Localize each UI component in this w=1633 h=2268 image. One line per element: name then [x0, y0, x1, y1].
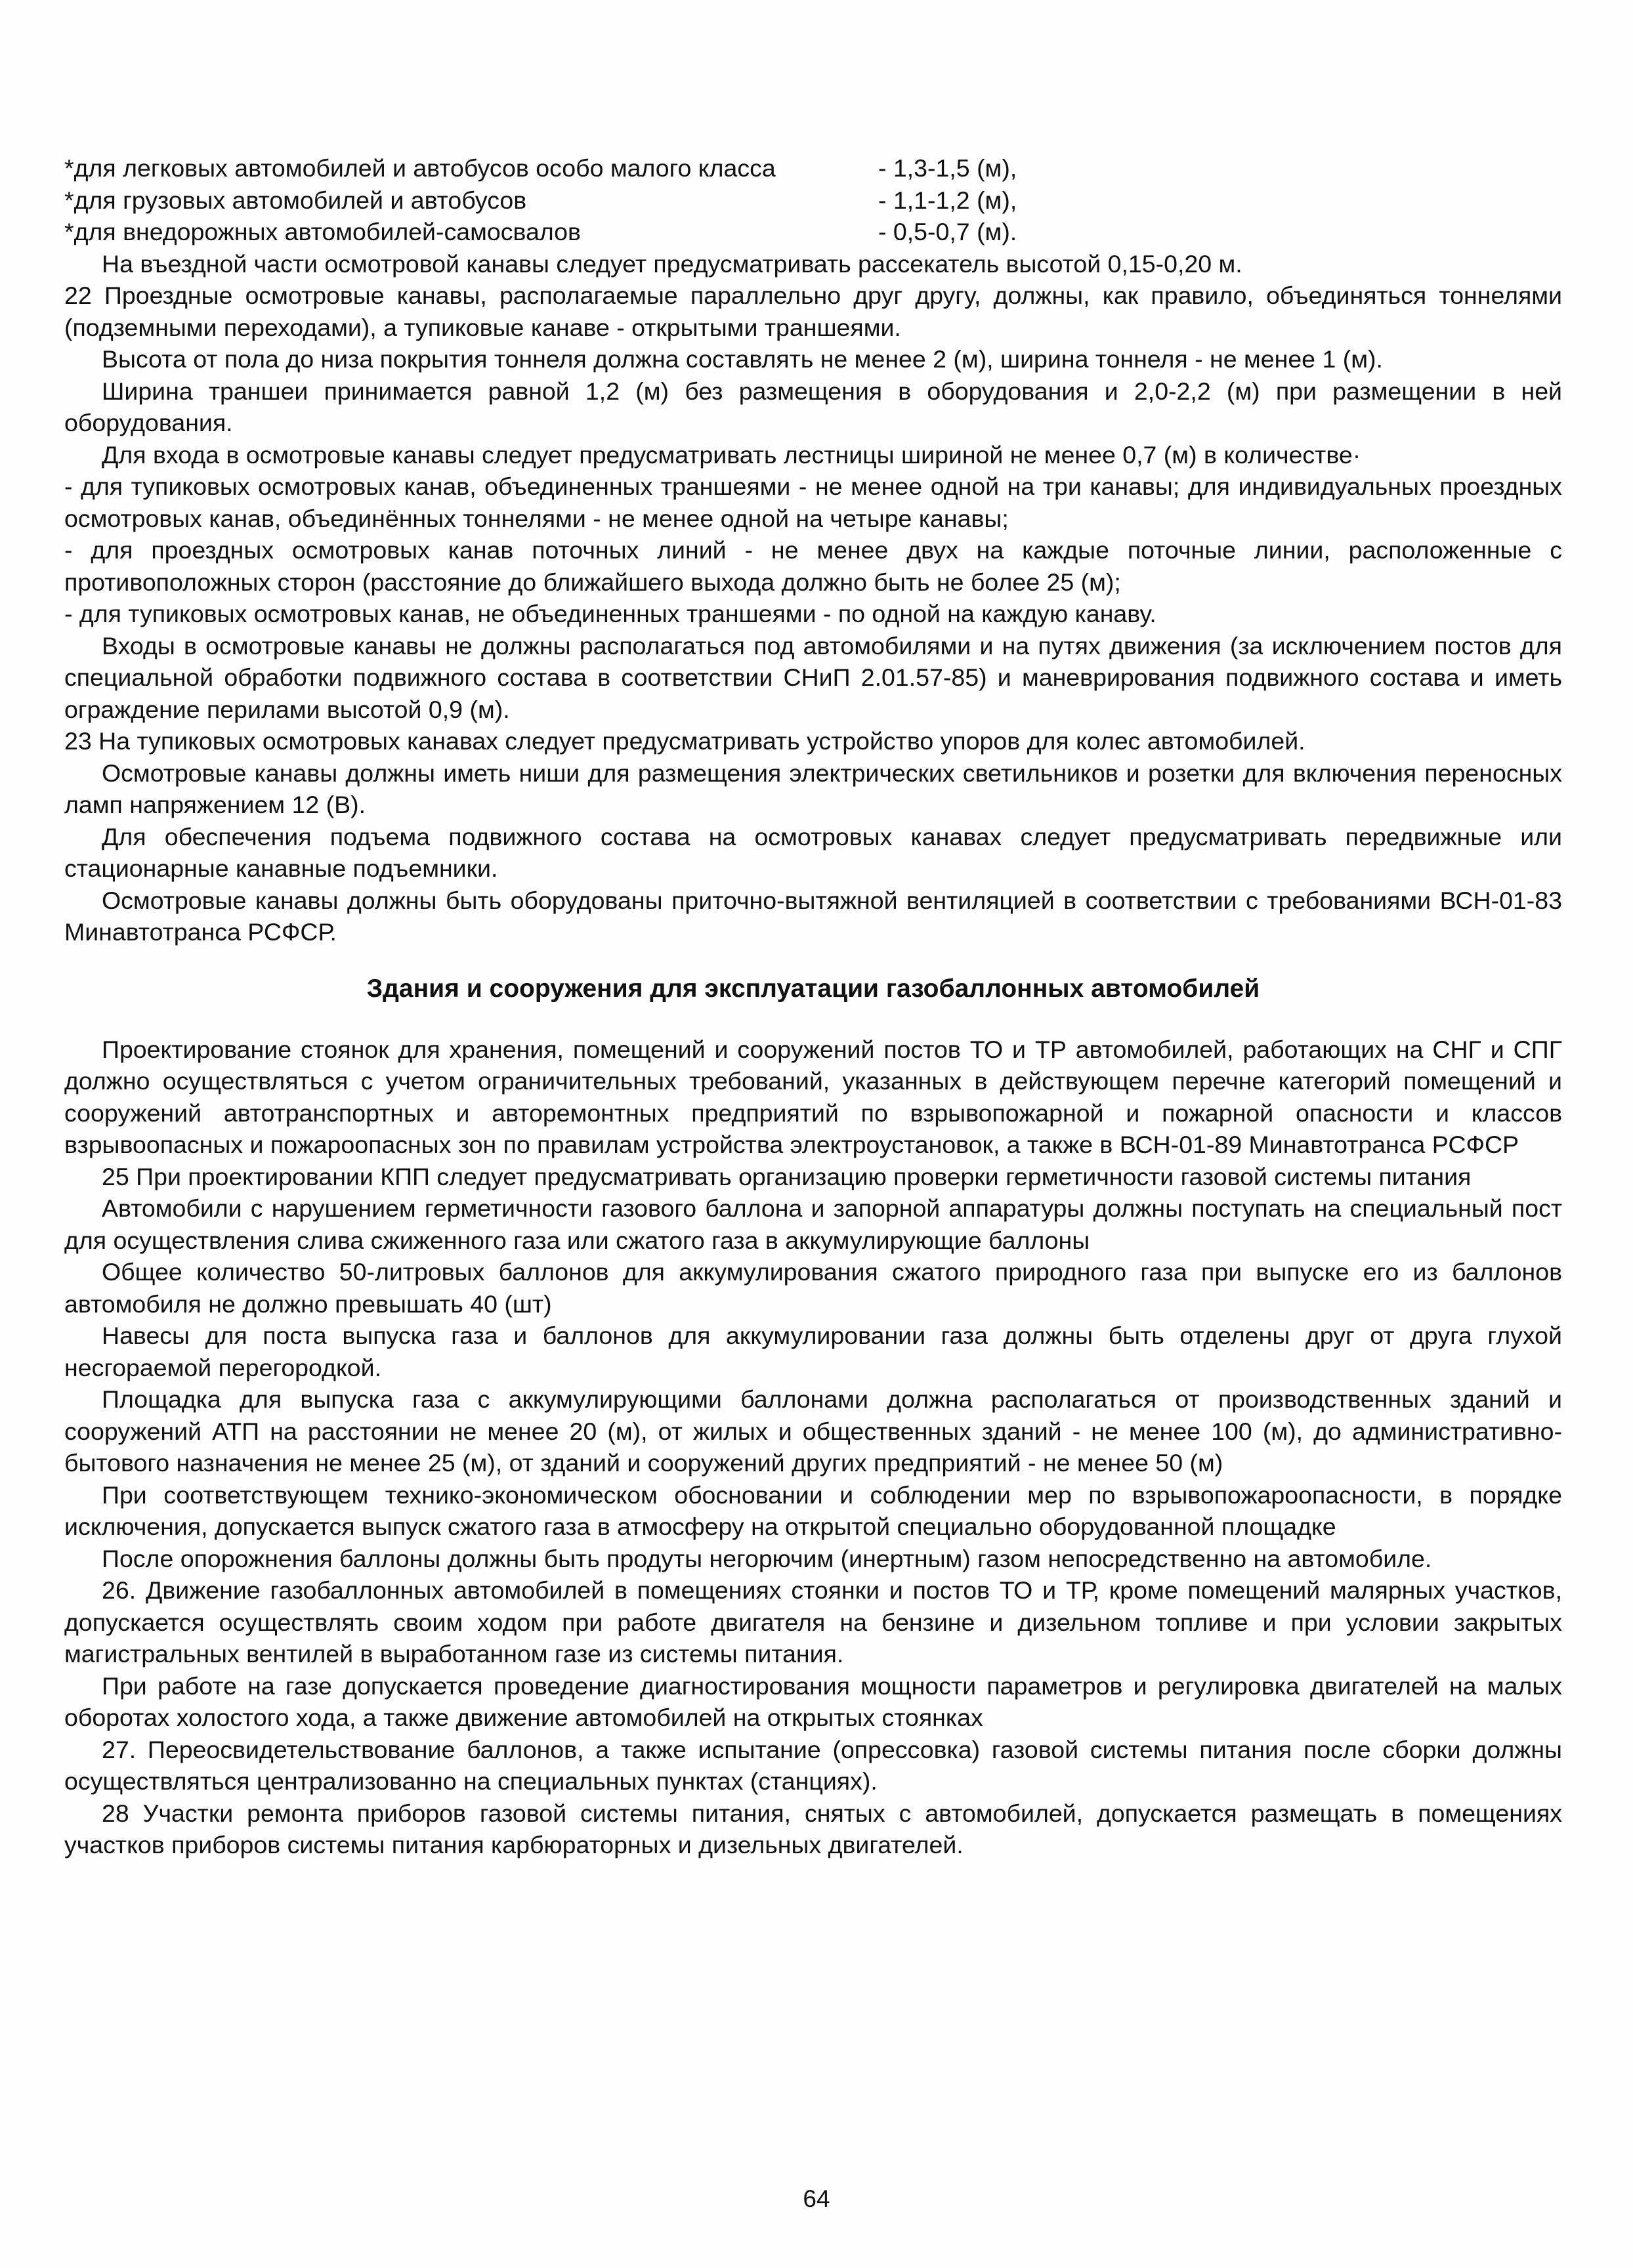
paragraph: 22 Проездные осмотровые канавы, располагаемые параллельно друг другу, должны, как правило, объединяться тоннелями (подземными переходами), а тупиковые канаве - открытыми траншеями. — [64, 282, 1562, 341]
paragraph: 26. Движение газобаллонных автомобилей в помещениях стоянки и постов ТО и ТР, кроме помещений малярных участков, допускается осуществлять своим ходом при работе двигателя на бензине и дизельном топливе и при условии закрытых магистральных вентилей в выработанном газе из системы питания. — [64, 1576, 1562, 1668]
paragraph: 25 При проектировании КПП следует предусматривать организацию проверки герметичности газовой системы питания — [102, 1162, 1472, 1190]
paragraph: 27. Переосвидетельствование баллонов, а также испытание (опрессовка) газовой системы питания после сборки должны осуществляться централизованно на специальных пунктах (станциях). — [64, 1735, 1562, 1795]
paragraph: 28 Участки ремонта приборов газовой системы питания, снятых с автомобилей, допускается размещать в помещениях участков приборов системы питания карбюраторных и дизельных двигателей. — [64, 1799, 1562, 1858]
paragraph: Для обеспечения подъема подвижного состава на осмотровых канавах следует предусматривать передвижные или стационарные канавные подъемники. — [64, 822, 1562, 882]
list-item-label: *для легковых автомобилей и автобусов особо малого класса — [64, 154, 776, 182]
list-item-value: - 0,5-0,7 (м). — [878, 218, 1017, 245]
paragraph: - для тупиковых осмотровых канав, не объединенных траншеями - по одной на каждую канаву. — [64, 600, 1156, 627]
list-item-label: *для внедорожных автомобилей-самосвалов — [64, 218, 581, 245]
list-item-label: *для грузовых автомобилей и автобусов — [64, 186, 527, 214]
paragraph: При соответствующем технико-экономическом обосновании и соблюдении мер по взрывопожароопасности, в порядке исключения, допускается выпуск сжатого газа в атмосферу на открытой специально оборудованной площадке — [64, 1480, 1562, 1540]
list-item — [64, 216, 1562, 248]
paragraph: - для тупиковых осмотровых канав, объединенных траншеями - не менее одной на три канавы; для индивидуальных проездных осмотровых канав, объединённых тоннелями - не менее одной на четыре канавы; — [64, 472, 1562, 532]
paragraph: Высота от пола до низа покрытия тоннеля должна составлять не менее 2 (м), ширина тоннеля - не менее 1 (м). — [102, 345, 1383, 373]
paragraph: Для входа в осмотровые канавы следует предусматривать лестницы шириной не менее 0,7 (м) в количестве· — [102, 440, 1361, 469]
paragraph: 23 На тупиковых осмотровых канавах следует предусматривать устройство упоров для колес автомобилей. — [64, 727, 1305, 755]
paragraph: После опорожнения баллоны должны быть продуты негорючим (инертным) газом непосредственно на автомобиле. — [102, 1544, 1432, 1572]
paragraph: - для проездных осмотровых канав поточных линий - не менее двух на каждые поточные линии, расположенные с противоположных сторон (расстояние до ближайшего выхода должно быть не более 25 (м); — [64, 536, 1562, 596]
list-item — [64, 152, 1562, 184]
page-number: 64 — [803, 2185, 830, 2212]
paragraph: Автомобили с нарушением герметичности газового баллона и запорной аппаратуры должны поступать на специальный пост для осуществления слива сжиженного газа или сжатого газа в аккумулирующие баллоны — [64, 1194, 1562, 1254]
page-content — [64, 152, 1562, 1861]
list-item — [64, 184, 1562, 217]
paragraph: При работе на газе допускается проведение диагностирования мощности параметров и регулировка двигателей на малых оборотах холостого хода, а также движение автомобилей на открытых стоянках — [64, 1671, 1562, 1731]
paragraph: Входы в осмотровые канавы не должны располагаться под автомобилями и на путях движения (за исключением постов для специальной обработки подвижного состава в соответствии СНиП 2.01.57-85) и маневрирования подвижного состава и иметь ограждение перилами высотой 0,9 (м). — [64, 631, 1562, 723]
paragraph: Осмотровые канавы должны иметь ниши для размещения электрических светильников и розетки для включения переносных ламп напряжением 12 (В). — [64, 759, 1562, 818]
paragraph: Общее количество 50-литровых баллонов для аккумулирования сжатого природного газа при выпуске его из баллонов автомобиля не должно превышать 40 (шт) — [64, 1258, 1562, 1318]
paragraph: Осмотровые канавы должны быть оборудованы приточно-вытяжной вентиляцией в соответствии с требованиями ВСН-01-83 Минавтотранса РСФСР. — [64, 886, 1562, 946]
section-heading: Здания и сооружения для эксплуатации газобаллонных автомобилей — [366, 974, 1260, 1003]
paragraph: На въездной части осмотровой канавы следует предусматривать рассекатель высотой 0,15-0,20 м. — [102, 249, 1242, 278]
paragraph: Ширина траншеи принимается равной 1,2 (м) без размещения в оборудования и 2,0-2,2 (м) при размещении в ней оборудования. — [64, 377, 1562, 436]
list-item-value: - 1,1-1,2 (м), — [878, 186, 1017, 214]
min-height-list — [64, 152, 1562, 248]
list-item-value: - 1,3-1,5 (м), — [878, 154, 1017, 182]
paragraph: Проектирование стоянок для хранения, помещений и сооружений постов ТО и ТР автомобилей, работающих на СНГ и СПГ должно осуществляться с учетом ограничительных требований, указанных в действующем перечне категорий помещений и сооружений автотранспортных и авторемонтных предприятий по взрывопожарной и пожарной опасности и классов взрывоопасных и пожароопасных зон по правилам устройства электроустановок, а также в ВСН-01-89 Минавтотранса РСФСР — [64, 1035, 1562, 1158]
paragraph: Площадка для выпуска газа с аккумулирующими баллонами должна располагаться от производственных зданий и сооружений АТП на расстоянии не менее 20 (м), от жилых и общественных зданий - не менее 100 (м), до административно-бытового назначения не менее 25 (м), от зданий и сооружений других предприятий - не менее 50 (м) — [64, 1385, 1562, 1477]
paragraph: Навесы для поста выпуска газа и баллонов для аккумулировании газа должны быть отделены друг от друга глухой несгораемой перегородкой. — [64, 1322, 1562, 1381]
